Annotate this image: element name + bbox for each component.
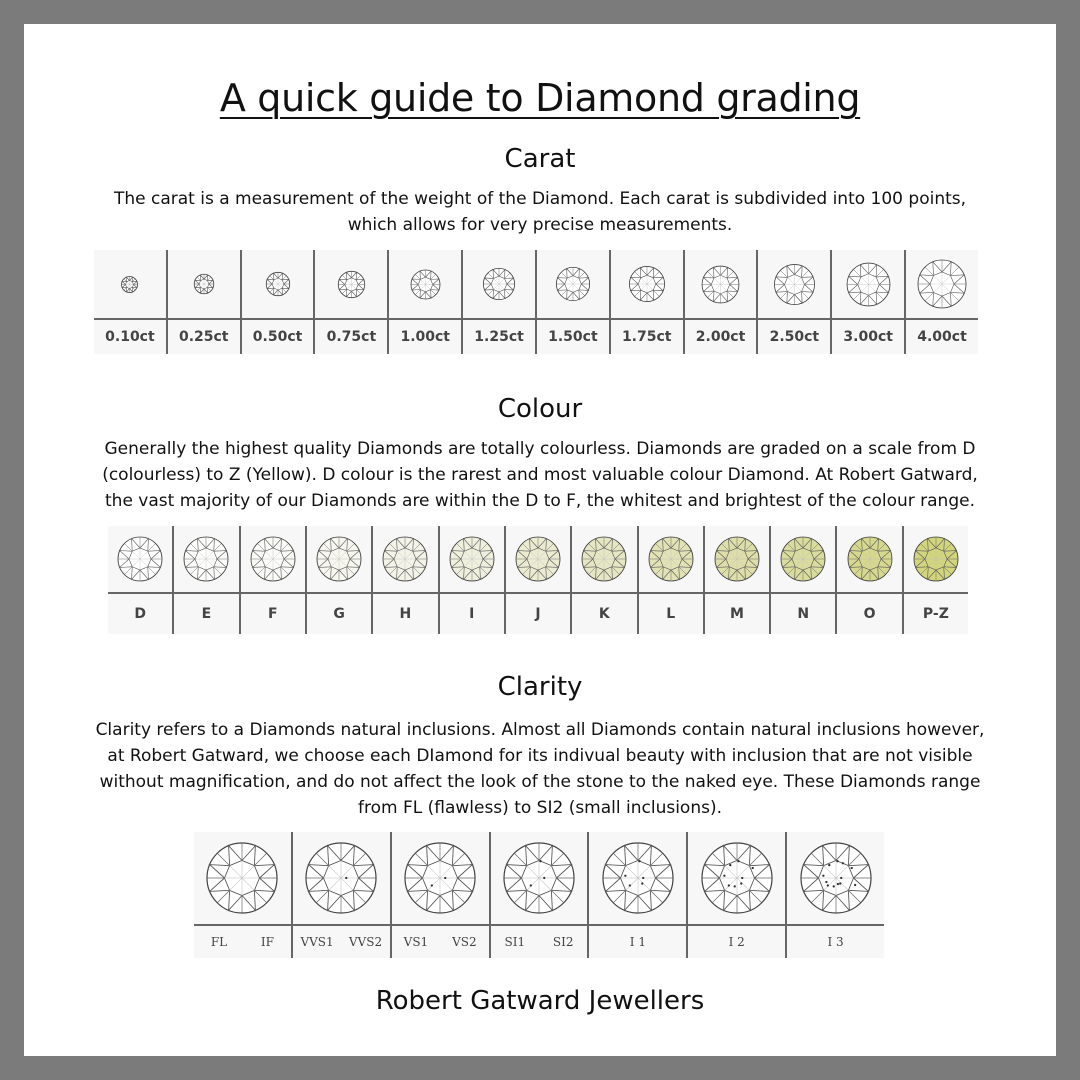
carat-grade-cell bbox=[94, 250, 168, 354]
carat-grade-cell bbox=[906, 250, 978, 354]
clarity-grade-labels bbox=[392, 924, 489, 958]
carat-grade-label: 0.50ct bbox=[242, 318, 314, 354]
carat-grade-label: 0.10ct bbox=[94, 318, 166, 354]
clarity-grade-cell bbox=[589, 832, 688, 958]
clarity-grade-label: VVS2 bbox=[348, 935, 383, 949]
clarity-grade-labels bbox=[688, 924, 785, 958]
colour-grade-label: I bbox=[440, 592, 504, 634]
colour-grade-cell bbox=[440, 526, 506, 634]
colour-chart bbox=[108, 526, 968, 634]
diamond-icon bbox=[514, 535, 562, 583]
colour-heading: Colour bbox=[497, 394, 583, 424]
carat-grade-cell bbox=[611, 250, 685, 354]
carat-grade-label: 1.25ct bbox=[463, 318, 535, 354]
carat-grade-cell bbox=[463, 250, 537, 354]
clarity-grade-label: SI2 bbox=[552, 935, 574, 949]
diamond-icon bbox=[700, 841, 774, 915]
carat-grade-cell bbox=[315, 250, 389, 354]
clarity-grade-labels bbox=[787, 924, 884, 958]
colour-grade-label: M bbox=[705, 592, 769, 634]
guide-card bbox=[24, 24, 1056, 1056]
colour-grade-cell bbox=[174, 526, 240, 634]
colour-grade-cell bbox=[705, 526, 771, 634]
carat-grade-label: 0.75ct bbox=[315, 318, 387, 354]
clarity-grade-label: I 1 bbox=[629, 935, 646, 949]
diamond-icon bbox=[912, 535, 960, 583]
diamond-icon bbox=[403, 841, 477, 915]
clarity-grade-label: VVS1 bbox=[300, 935, 334, 949]
clarity-grade-cell bbox=[194, 832, 293, 958]
colour-grade-label: G bbox=[307, 592, 371, 634]
diamond-icon bbox=[409, 268, 442, 301]
clarity-grade-labels bbox=[491, 924, 588, 958]
diamond-icon bbox=[846, 535, 894, 583]
colour-grade-cell bbox=[572, 526, 638, 634]
clarity-grade-cell bbox=[392, 832, 491, 958]
diamond-icon bbox=[315, 535, 363, 583]
diamond-icon bbox=[700, 264, 741, 305]
clarity-grade-label: SI1 bbox=[504, 935, 526, 949]
diamond-icon bbox=[601, 841, 675, 915]
page-title: A quick guide to Diamond grading bbox=[219, 76, 861, 120]
colour-grade-label: L bbox=[639, 592, 703, 634]
clarity-grade-label: IF bbox=[260, 935, 274, 949]
clarity-heading: Clarity bbox=[497, 672, 583, 702]
carat-grade-label: 0.25ct bbox=[168, 318, 240, 354]
diamond-icon bbox=[336, 269, 367, 300]
diamond-icon bbox=[713, 535, 761, 583]
colour-grade-cell bbox=[837, 526, 903, 634]
diamond-icon bbox=[249, 535, 297, 583]
carat-chart bbox=[94, 250, 978, 354]
diamond-icon bbox=[772, 262, 817, 307]
carat-grade-label: 1.00ct bbox=[389, 318, 461, 354]
diamond-icon bbox=[481, 266, 517, 302]
clarity-grade-label: I 2 bbox=[728, 935, 745, 949]
diamond-icon bbox=[182, 535, 230, 583]
carat-grade-label: 4.00ct bbox=[906, 318, 978, 354]
colour-grade-cell bbox=[506, 526, 572, 634]
diamond-icon bbox=[580, 535, 628, 583]
clarity-grade-label: VS2 bbox=[452, 935, 477, 949]
diamond-icon bbox=[448, 535, 496, 583]
clarity-grade-labels bbox=[589, 924, 686, 958]
colour-grade-cell bbox=[108, 526, 174, 634]
clarity-grade-cell bbox=[491, 832, 590, 958]
carat-grade-cell bbox=[389, 250, 463, 354]
clarity-grade-labels bbox=[194, 924, 291, 958]
carat-grade-cell bbox=[168, 250, 242, 354]
carat-grade-cell bbox=[242, 250, 316, 354]
clarity-chart bbox=[194, 832, 884, 958]
carat-grade-cell bbox=[832, 250, 906, 354]
carat-heading: Carat bbox=[504, 144, 576, 174]
diamond-icon bbox=[554, 265, 592, 303]
clarity-grade-label: I 3 bbox=[827, 935, 844, 949]
carat-grade-label: 1.75ct bbox=[611, 318, 683, 354]
clarity-grade-cell bbox=[293, 832, 392, 958]
colour-grade-label: O bbox=[837, 592, 901, 634]
clarity-grade-label: FL bbox=[210, 935, 228, 949]
carat-grade-label: 3.00ct bbox=[832, 318, 904, 354]
colour-grade-cell bbox=[771, 526, 837, 634]
diamond-icon bbox=[192, 272, 216, 296]
diamond-icon bbox=[264, 270, 292, 298]
carat-grade-label: 2.00ct bbox=[685, 318, 757, 354]
colour-grade-cell bbox=[904, 526, 968, 634]
carat-grade-label: 1.50ct bbox=[537, 318, 609, 354]
colour-grade-label: K bbox=[572, 592, 636, 634]
clarity-description: Clarity refers to a Diamonds natural inclusions. Almost all Diamonds contain natural inclusions however, at Robert Gatward, we choose each DIamond for its indivual beauty with inclusion that are not visible without magnification, and do not affect the look of the stone to the naked eye. These Diamonds range from FL (flawless) to SI2 (small inclusions). bbox=[95, 720, 985, 818]
colour-description: Generally the highest quality Diamonds are totally colourless. Diamonds are graded on a scale from D (colourless) to Z (Yellow). D colour is the rarest and most valuable colour Diamond. At Robert Gatward, the vast majority of our Diamonds are within the D to F, the whitest and brightest of the colour range. bbox=[102, 439, 978, 511]
diamond-icon bbox=[799, 841, 873, 915]
diamond-icon bbox=[845, 261, 892, 308]
clarity-grade-label: VS1 bbox=[403, 935, 429, 949]
diamond-icon bbox=[502, 841, 576, 915]
diamond-icon bbox=[381, 535, 429, 583]
colour-grade-label: N bbox=[771, 592, 835, 634]
colour-grade-label: J bbox=[506, 592, 570, 634]
clarity-grade-cell bbox=[787, 832, 884, 958]
footer-brand: Robert Gatward Jewellers bbox=[375, 986, 705, 1016]
diamond-icon bbox=[779, 535, 827, 583]
carat-grade-label: 2.50ct bbox=[758, 318, 830, 354]
diamond-icon bbox=[627, 264, 667, 304]
clarity-grade-labels bbox=[293, 924, 390, 958]
colour-grade-cell bbox=[639, 526, 705, 634]
carat-grade-cell bbox=[758, 250, 832, 354]
colour-grade-label: H bbox=[373, 592, 437, 634]
carat-description: The carat is a measurement of the weight of the Diamond. Each carat is subdivided into 100 points, which allows for very precise measurements. bbox=[113, 189, 967, 235]
diamond-icon bbox=[205, 841, 279, 915]
colour-grade-cell bbox=[373, 526, 439, 634]
colour-grade-cell bbox=[307, 526, 373, 634]
diamond-icon bbox=[119, 274, 140, 295]
carat-grade-cell bbox=[537, 250, 611, 354]
diamond-icon bbox=[647, 535, 695, 583]
colour-grade-label: P-Z bbox=[904, 592, 968, 634]
clarity-grade-cell bbox=[688, 832, 787, 958]
diamond-icon bbox=[116, 535, 164, 583]
diamond-icon bbox=[304, 841, 378, 915]
colour-grade-label: D bbox=[108, 592, 172, 634]
colour-grade-label: E bbox=[174, 592, 238, 634]
colour-grade-label: F bbox=[241, 592, 305, 634]
diamond-icon bbox=[916, 258, 968, 310]
carat-grade-cell bbox=[685, 250, 759, 354]
colour-grade-cell bbox=[241, 526, 307, 634]
